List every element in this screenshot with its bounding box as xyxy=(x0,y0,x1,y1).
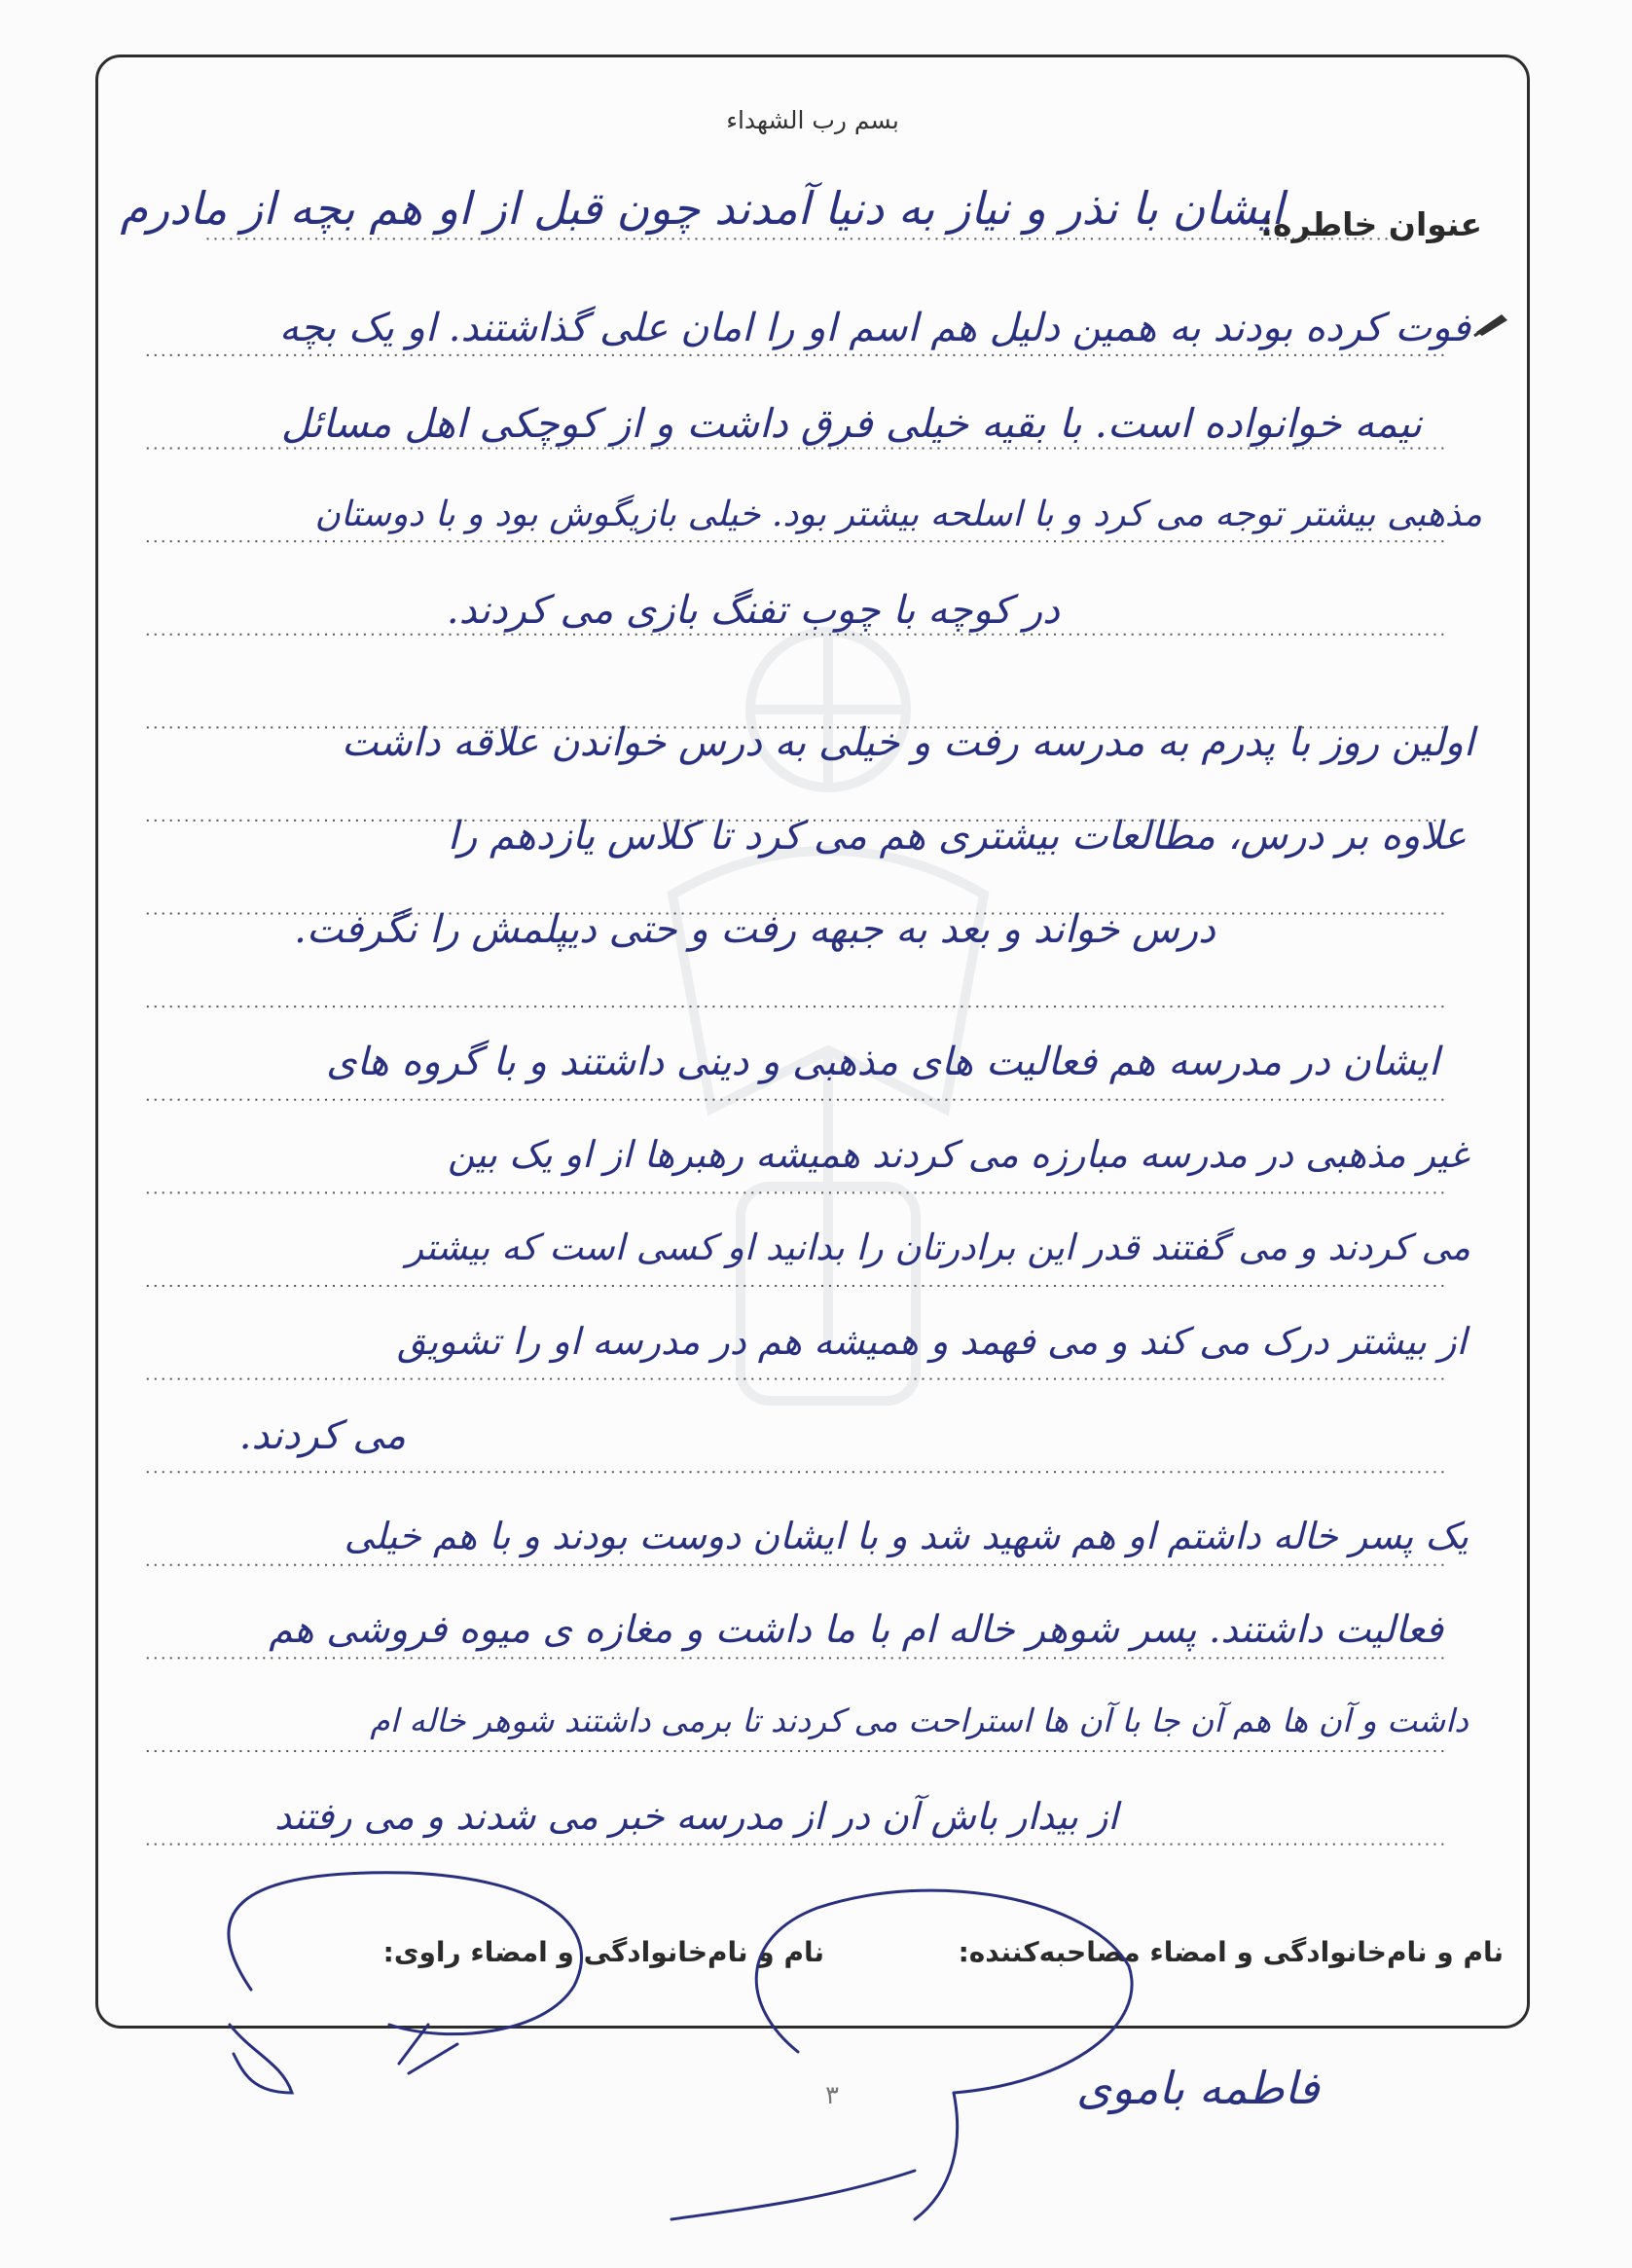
handwritten-line: ایشان در مدرسه هم فعالیت های مذهبی و دینی داشتند و با گروه های xyxy=(326,1040,1439,1084)
handwritten-line: در کوچه با چوب تفنگ بازی می کردند. xyxy=(446,588,1060,633)
memory-title-label: عنوان خاطره: xyxy=(1259,205,1482,243)
handwritten-line: غیر مذهبی در مدرسه مبارزه می کردند همیشه رهبرها از او یک بین xyxy=(448,1133,1469,1176)
handwritten-line: علاوه بر درس، مطالعات بیشتری هم می کرد تا کلاس یازدهم را xyxy=(447,814,1467,859)
handwritten-line: مذهبی بیشتر توجه می کرد و با اسلحه بیشتر بود. خیلی بازیگوش بود و با دوستان xyxy=(314,494,1482,534)
handwritten-line: می کردند. xyxy=(238,1413,406,1458)
interviewer-signature-label: نام و نام‌خانوادگی و امضاء مصاحبه‌کننده: xyxy=(958,1936,1504,1968)
handwritten-line: ایشان با نذر و نیاز به دنیا آمدند چون قبل از او هم بچه از مادرم xyxy=(120,182,1284,235)
handwritten-line: فعالیت داشتند. پسر شوهر خاله ام با ما داشت و مغازه ی میوه فروشی هم xyxy=(269,1608,1443,1652)
handwritten-line: یک پسر خاله داشتم او هم شهید شد و با ایشان دوست بودند و با هم خیلی xyxy=(344,1515,1469,1557)
handwritten-signature-name: فاطمه باموی xyxy=(1076,2062,1320,2114)
form-frame xyxy=(95,55,1530,2029)
handwritten-line: می کردند و می گفتند قدر این برادرتان را بدانید او کسی است که بیشتر xyxy=(406,1226,1470,1268)
narrator-signature-label: نام و نام‌خانوادگی و امضاء راوی: xyxy=(382,1936,824,1968)
handwritten-line: درس خواند و بعد به جبهه رفت و حتی دیپلمش را نگرفت. xyxy=(294,907,1215,952)
page-number: ۳ xyxy=(825,2081,839,2110)
handwritten-line: از بیدار باش آن در از مدرسه خبر می شدند و می رفتند xyxy=(274,1795,1118,1838)
handwritten-line: از بیشتر درک می کند و می فهمد و همیشه هم در مدرسه او را تشویق xyxy=(396,1320,1467,1363)
handwritten-line: فوت کرده بودند به همین دلیل هم اسم او را امان علی گذاشتند. او یک بچه xyxy=(278,306,1470,350)
handwritten-line: اولین روز با پدرم به مدرسه رفت و خیلی به درس خواندن علاقه داشت xyxy=(341,720,1474,765)
handwritten-line: نیمه خوانواده است. با بقیه خیلی فرق داشت و از کوچکی اهل مسائل xyxy=(280,400,1422,447)
handwritten-line: داشت و آن ها هم آن جا با آن ها استراحت می کردند تا برمی داشتند شوهر خاله ام xyxy=(370,1701,1469,1739)
bismillah-heading: بسم رب الشهداء xyxy=(726,106,899,134)
